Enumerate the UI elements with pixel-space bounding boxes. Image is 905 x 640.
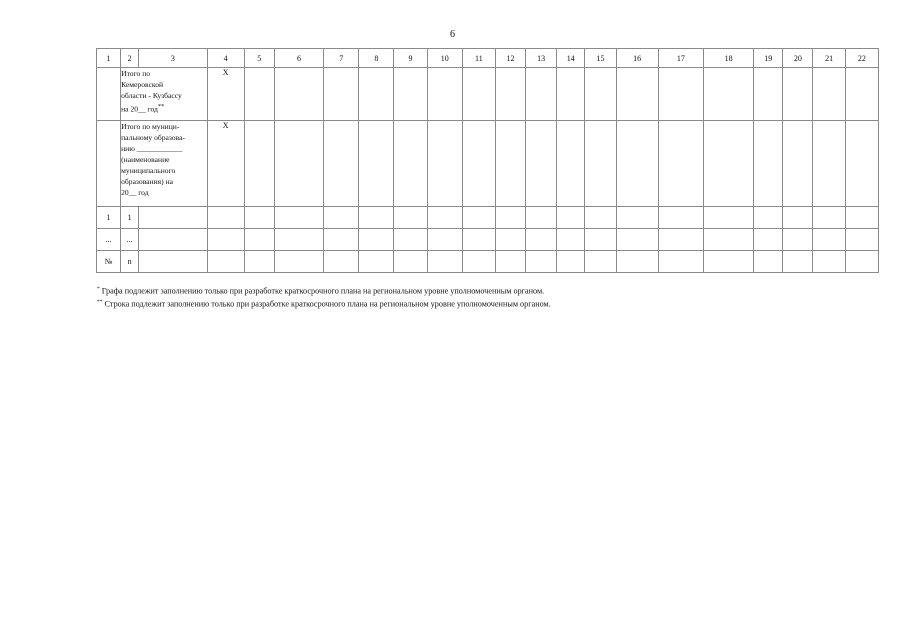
table-row (97, 207, 879, 229)
row-index: n (121, 251, 139, 273)
row-number: ... (97, 229, 121, 251)
column-header: 8 (359, 49, 394, 68)
column-header: 2 (121, 49, 139, 68)
row-index: 1 (121, 207, 139, 229)
column-header: 21 (813, 49, 845, 68)
footnote-text: Графа подлежит заполнению только при разработке краткосрочного плана на региональном уровне уполномоченным органом. (101, 286, 545, 296)
column-header: 7 (324, 49, 359, 68)
total-municipal-row (97, 121, 879, 207)
column-number-row (97, 49, 879, 68)
column-header: 22 (845, 49, 878, 68)
column-header: 14 (557, 49, 585, 68)
column-header: 18 (703, 49, 753, 68)
footnote (97, 284, 551, 297)
column-header: 11 (462, 49, 495, 68)
table-row (97, 229, 879, 251)
table-row (97, 251, 879, 273)
plan-table (96, 48, 879, 273)
total-kuzbass-label (121, 68, 207, 121)
cell-col4-mark: X (207, 121, 244, 207)
footnote (97, 297, 551, 310)
column-header: 17 (658, 49, 703, 68)
column-header: 5 (244, 49, 274, 68)
total-kuzbass-row (97, 68, 879, 121)
cell-col4-mark: X (207, 68, 244, 121)
footnote-text: Строка подлежит заполнению только при разработке краткосрочного плана на региональном уровне уполномоченным органом. (104, 299, 551, 309)
column-header: 4 (207, 49, 244, 68)
total-municipal-label: Итого по муници- пальному образова- нию ____________ (наименование муниципального образования) на 20__ год (121, 121, 207, 207)
footnote-mark: ** (157, 103, 165, 110)
column-header: 20 (783, 49, 813, 68)
column-header: 12 (495, 49, 525, 68)
column-header: 3 (139, 49, 207, 68)
page-number: 6 (450, 29, 455, 40)
column-header: 16 (616, 49, 658, 68)
column-header: 15 (585, 49, 616, 68)
footnote-mark: * (97, 286, 100, 292)
total-kuzbass-label-text: Итого по Кемеровской области - Кузбассу на 20__ год (121, 69, 182, 114)
column-header: 9 (394, 49, 427, 68)
column-header: 6 (274, 49, 323, 68)
row-number: № (97, 251, 121, 273)
column-header: 1 (97, 49, 121, 68)
footnotes (97, 284, 551, 309)
row-index: ... (121, 229, 139, 251)
column-header: 10 (427, 49, 462, 68)
row-number: 1 (97, 207, 121, 229)
footnote-mark: ** (97, 298, 103, 305)
column-header: 13 (526, 49, 557, 68)
column-header: 19 (754, 49, 783, 68)
